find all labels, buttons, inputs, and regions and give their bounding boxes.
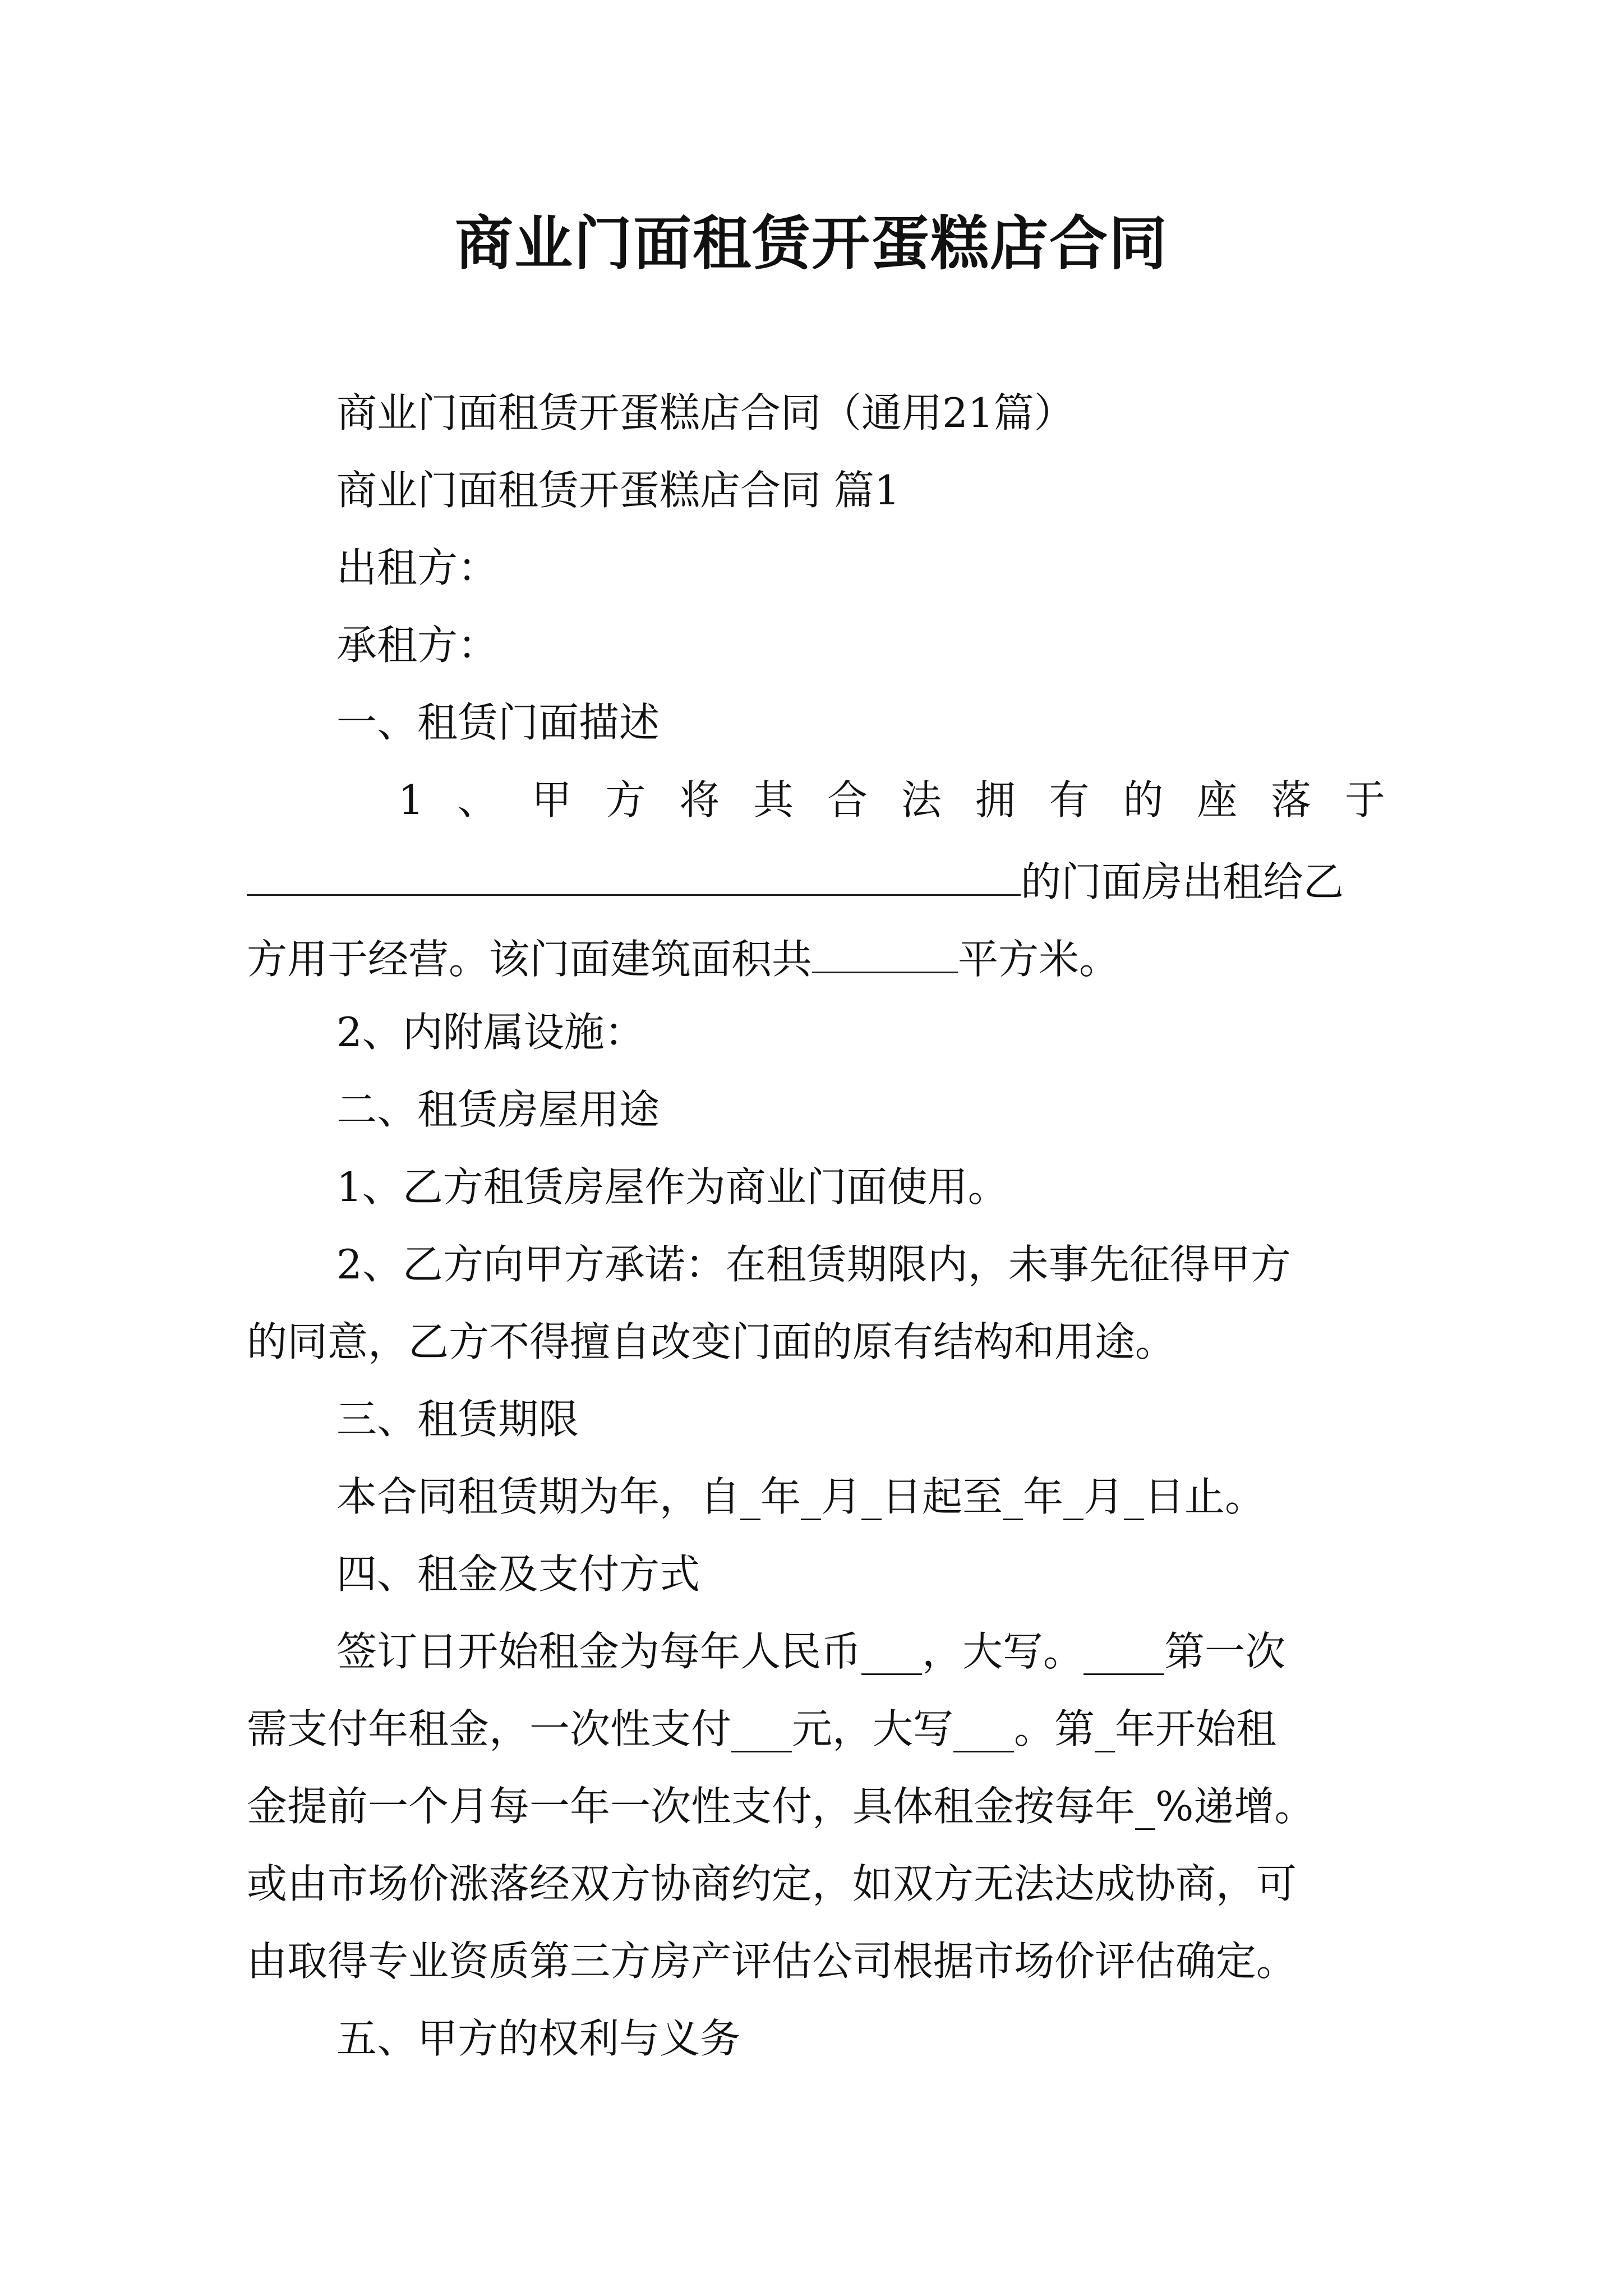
part-heading: 商业门面租赁开蛋糕店合同 篇1 <box>336 467 900 514</box>
document-subtitle: 商业门面租赁开蛋糕店合同（通用21篇） <box>336 389 1075 436</box>
spaced-char: 座 <box>1197 776 1238 823</box>
spaced-char: 方 <box>605 776 646 823</box>
area-blank-underline <box>812 935 958 973</box>
section-4-line-1: 签订日开始租金为每年人民币___，大写。____第一次 <box>336 1628 1286 1675</box>
document-title: 商业门面租赁开蛋糕店合同 <box>454 209 1168 278</box>
section-4-line-5: 由取得专业资质第三方房产评估公司根据市场价评估确定。 <box>247 1938 1297 1985</box>
spaced-char: 法 <box>901 776 942 823</box>
lessor-label: 出租方： <box>336 544 499 591</box>
spaced-char: 1 <box>398 776 424 823</box>
spaced-char: 将 <box>679 776 720 823</box>
spaced-char: 、 <box>457 776 498 823</box>
spaced-char: 的 <box>1123 776 1164 823</box>
section-4-line-3: 金提前一个月每一年一次性支付，具体租金按每年_%递增。 <box>247 1783 1315 1830</box>
section-4-line-4: 或由市场价涨落经双方协商约定，如双方无法达成协商，可 <box>247 1860 1297 1907</box>
spaced-char: 于 <box>1344 776 1385 823</box>
section-4-heading: 四、租金及支付方式 <box>336 1550 700 1598</box>
section-5-heading: 五、甲方的权利与义务 <box>336 2015 741 2062</box>
spaced-char: 甲 <box>531 776 572 823</box>
section-1-item-1-line-2 <box>247 857 1344 905</box>
section-1-item-2: 2、内附属设施： <box>336 1009 645 1056</box>
section-2-heading: 二、租赁房屋用途 <box>336 1086 660 1133</box>
section-3-text: 本合同租赁期为年，自_年_月_日起至_年_月_日止。 <box>336 1473 1266 1520</box>
section-4-line-2: 需支付年租金，一次性支付___元，大写___。第_年开始租 <box>247 1705 1277 1752</box>
section-2-item-2-line-1: 2、乙方向甲方承诺：在租赁期限内，未事先征得甲方 <box>336 1241 1291 1288</box>
area-label: 方用于经营。该门面建筑面积共 <box>247 936 813 983</box>
spaced-char: 落 <box>1271 776 1312 823</box>
section-2-item-1: 1、乙方租赁房屋作为商业门面使用。 <box>336 1163 1008 1211</box>
section-1-item-1-line-3 <box>247 935 1120 983</box>
area-unit: 平方米。 <box>958 936 1120 983</box>
spaced-char: 有 <box>1049 776 1090 823</box>
spaced-char: 合 <box>827 776 868 823</box>
section-1-heading: 一、租赁门面描述 <box>336 699 660 746</box>
lessee-label: 承租方： <box>336 622 499 669</box>
section-3-heading: 三、租赁期限 <box>336 1396 579 1443</box>
spaced-char: 拥 <box>975 776 1016 823</box>
blank-underline <box>247 857 1021 896</box>
section-2-item-2-line-2: 的同意，乙方不得擅自改变门面的原有结构和用途。 <box>247 1318 1176 1365</box>
spaced-char: 其 <box>753 776 794 823</box>
section-1-item-1-line-2-tail: 的门面房出租给乙 <box>1021 858 1344 905</box>
section-1-item-1-line-1 <box>398 776 1385 823</box>
